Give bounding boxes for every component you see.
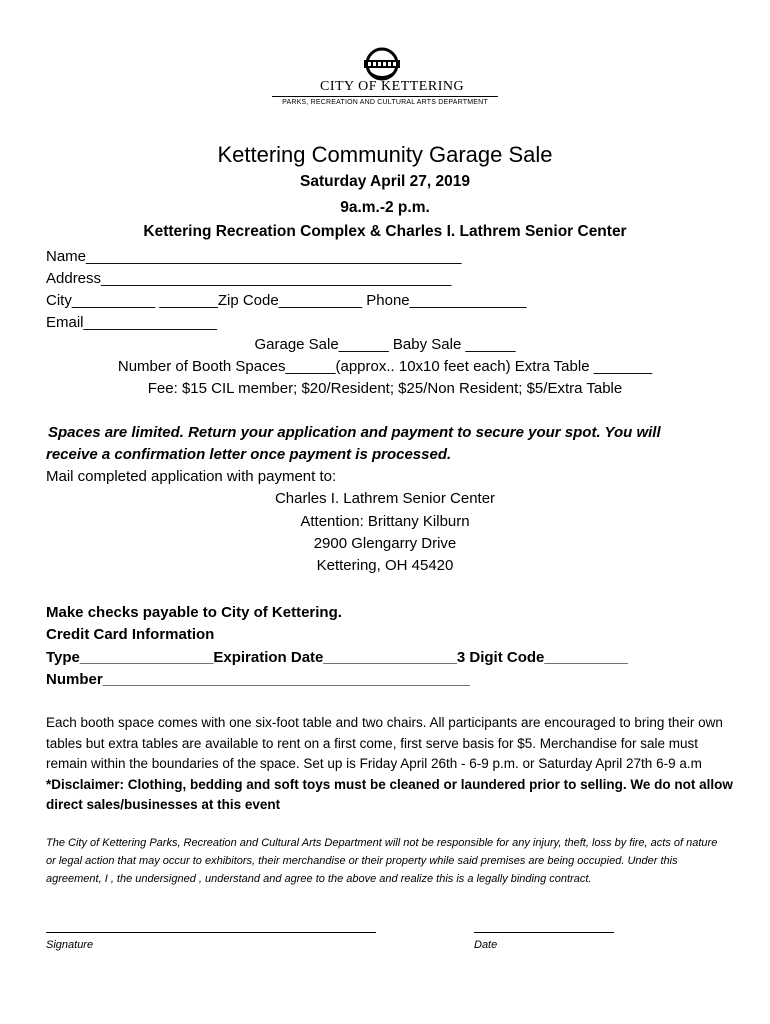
event-time: 9a.m.-2 p.m. <box>340 199 430 216</box>
name-field[interactable]: Name_____________________________________________ <box>46 248 462 265</box>
mail-address-line-3: 2900 Glengarry Drive <box>313 535 457 552</box>
city-zip-phone-field[interactable]: City__________ _______Zip Code__________ Phone______________ <box>46 292 527 309</box>
address-field[interactable]: Address__________________________________________ <box>46 270 452 287</box>
booth-info <box>46 713 736 816</box>
signature-line[interactable] <box>46 932 376 933</box>
email-field[interactable]: Email________________ <box>46 314 217 331</box>
card-number-field[interactable]: Number____________________________________________ <box>46 671 470 688</box>
fee-info: Fee: $15 CIL member; $20/Resident; $25/Non Resident; $5/Extra Table <box>147 380 623 397</box>
mail-address-line-2: Attention: Brittany Kilburn <box>300 513 470 530</box>
date-line[interactable] <box>474 932 614 933</box>
booth-spaces-field[interactable]: Number of Booth Spaces______(approx.. 10x10 feet each) Extra Table _______ <box>117 358 653 375</box>
notice-line-2: receive a confirmation letter once payment is processed. <box>46 446 452 463</box>
event-date: Saturday April 27, 2019 <box>299 173 470 190</box>
event-location: Kettering Recreation Complex & Charles I. Lathrem Senior Center <box>143 223 627 240</box>
header-rule <box>272 96 498 97</box>
card-type-expiration-code-field[interactable]: Type________________Expiration Date________________3 Digit Code__________ <box>46 649 628 666</box>
booth-info-text: Each booth space comes with one six-foot table and two chairs. All participants are encouraged to bring their own tables but extra tables are available to rent on a first come, first serve basis for $5. Merchandise for sale must remain within the boundaries of the space. Set up is Friday April 26th - 6-9 p.m. or Saturday April 27th 6-9 a.m <box>46 715 723 771</box>
department-name: PARKS, RECREATION AND CULTURAL ARTS DEPARTMENT <box>282 99 488 106</box>
disclaimer: *Disclaimer: Clothing, bedding and soft toys must be cleaned or laundered prior to selling. We do not allow direct sales/businesses at this event <box>46 776 733 812</box>
signature-label: Signature <box>46 939 94 951</box>
city-name: CITY OF KETTERING <box>320 79 465 94</box>
notice-line-1: Spaces are limited. Return your application and payment to secure your spot. You will <box>48 424 661 441</box>
checks-payable: Make checks payable to City of Kettering. <box>46 604 342 621</box>
mail-address-line-4: Kettering, OH 45420 <box>316 557 454 574</box>
date-label: Date <box>474 939 498 951</box>
credit-card-heading: Credit Card Information <box>46 626 215 643</box>
legal-statement: The City of Kettering Parks, Recreation and Cultural Arts Department will not be responsible for any injury, theft, loss by fire, acts of nature or legal action that may occur to exhibitors, their merchandise or their property while said premises are being occupied. Under this agreement, I , the undersigned , understand and agree to the above and realize this is a legally binding contract. <box>46 837 718 885</box>
mail-intro: Mail completed application with payment to: <box>46 468 337 485</box>
sale-type-field[interactable]: Garage Sale______ Baby Sale ______ <box>254 336 516 353</box>
page-title: Kettering Community Garage Sale <box>217 142 553 167</box>
mail-address-line-1: Charles I. Lathrem Senior Center <box>274 490 496 507</box>
